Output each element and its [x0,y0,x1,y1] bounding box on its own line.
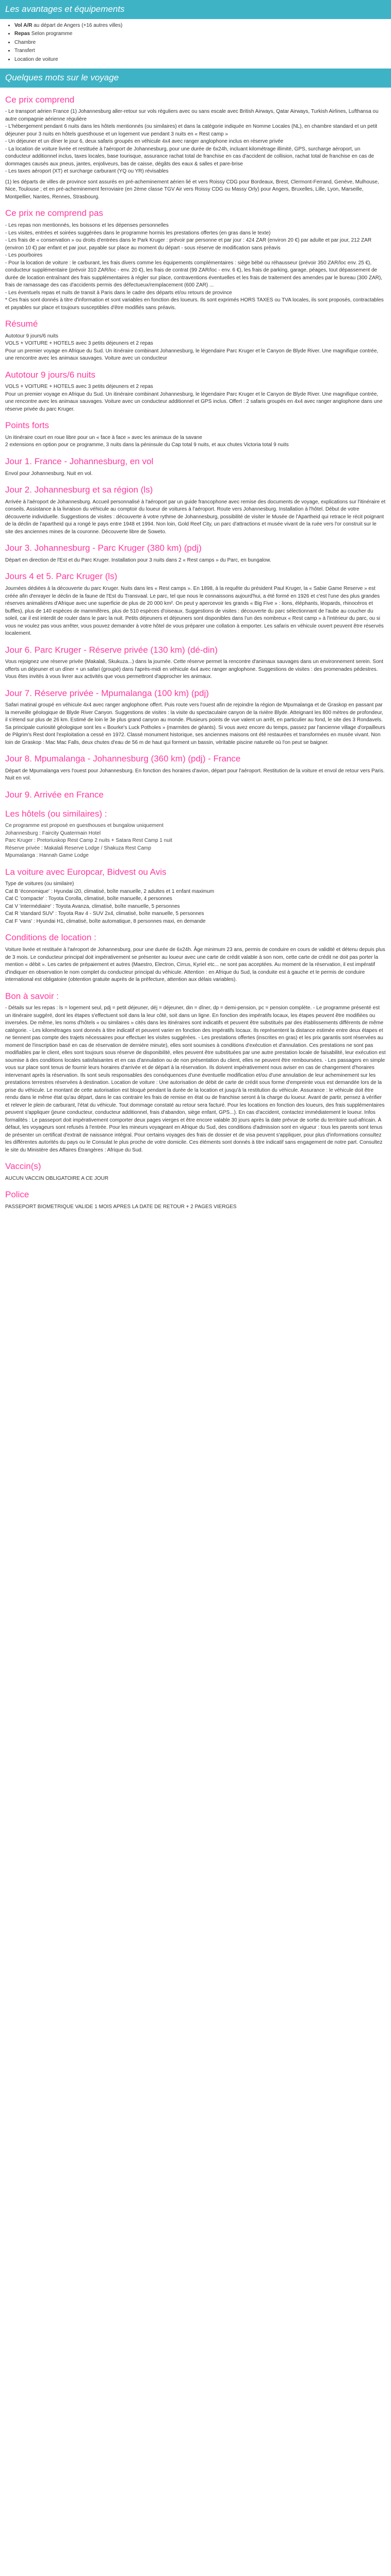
day-text: Journées dédiées à la découverte du parc Kruger. Nuits dans les « Rest camps ». En 1898, à la requête du président Paul Kruger, la « Sabie Game Reserve » est créée afin d'enrayer le déclin de la faune de l'Est du Transvaal. Le parc, tel que nous le connaissons aujourd'hui, a été formé en 1926 et c'est l'une des plus grandes réserves animalières d'Afrique avec une superficie de plus de 20 000 km². On peut y apercevoir les grands « Big Five » : lions, éléphants, léopards, rhinocéros et buffles), plus de 140 espèces de mammifères, plus de 510 espèces d'oiseaux. Suggestions de visites : découverte du parc sélectionnant de l'aube au coucher du soleil, car il est interdit de rouler dans le parc la nuit. Petits déjeuners et déjeuners sont disponibles dans l'un des nombreux « Rest camp » à l'intérieur du parc, ou si vous ne voulez pas vous arrêter, vous pouvez demander à votre hôtel de vous préparer une collation à emporter. Les safaris en véhicule ouvert peuvent être réservés localement. [5,586,384,637]
paragraph: VOLS + VOITURE + HOTELS avec 3 petits déjeuners et 2 repas [5,384,153,390]
vaccins-text: AUCUN VACCIN OBLIGATOIRE A CE JOUR [5,1175,109,1181]
day-title: Jour 7. Réserve privée - Mpumalanga (100 km) (pdj) [5,688,209,698]
advantages-section [0,0,391,63]
paragraph: - Le transport aérien France (1) Johannesburg aller-retour sur vols réguliers avec ou sans escale avec British Airways, Qatar Airways, Turkish Airlines, Lufthansa ou autre compagnie aérienne régulière [5,109,379,122]
day-text: Arrivée à l'aéroport de Johannesburg. Accueil personnalisé à l'aéroport par un guide francophone avec remise des documents de voyage, explications sur l'itinéraire et conseils. Assistance à la livraison du véhicule au comptoir du loueur de voitures à l'aéroport. Route vers Johannesburg. Installation à l'hôtel. Début de votre découverte individuelle. Suggestions de visites : découverte à votre rythme de Johannesburg, possibilité de visiter le Musée de l'Apartheid qui retrace le récit poignant de la déclin de l'apartheid qui a rongé le pays entre 1948 et 1994. Non loin, Gold Reef City, un parc d'attractions et musée vivant de la ruée vers l'or construit sur le site des anciennes mines de la couronne. Découverte libre de Soweto. [5,499,386,535]
paragraph: - Pour la location de voiture : le carburant, les frais divers comme les équipements complémentaires : siège bébé ou réhausseur (prévoir 350 ZAR/loc env. 25 €), conducteur supplémentaire (prévoir 310 ZAR/loc - env. 20 €), les frais de contrat (99 ZAR/loc - env. 6 €), les frais de parking, garage, péages, tout dépassement de durée de location entraînant des frais supplémentaires à régler sur place, contraventions éventuelles et les frais de traitement des amendes par le bureau (300 ZAR), frais de ramassage des cas d'accidents permis des défectueux/remplacement (600 ZAR) ... [5,260,382,289]
police-text: PASSEPORT BIOMETRIQUE VALIDE 1 MOIS APRES LA DATE DE RETOUR + 2 PAGES VIERGES [5,1204,237,1210]
day-title: Jour 9. Arrivée en France [5,789,104,800]
prix-comprend-title: Ce prix comprend [5,94,75,105]
advantage-item: • Vol A/R au départ de Angers (+16 autres villes) [14,22,391,30]
about-heading: Quelques mots sur le voyage [0,69,391,88]
day-title: Jour 6. Parc Kruger - Réserve privée (130 km) (dé-din) [5,645,218,655]
car-line: Cat C 'compacte' : Toyota Corolla, climatisé, boîte manuelle, 4 personnes [5,896,172,902]
paragraph: VOLS + VOITURE + HOTELS avec 3 petits déjeuners et 2 repas [5,341,153,347]
hotel-line: Ce programme est proposé en guesthouses et bungalow uniquement [5,823,164,829]
car-line: Cat R 'standard SUV' : Toyota Rav 4 - SUV 2x4, climatisé, boîte manuelle, 5 personnes [5,911,204,917]
paragraph: * Ces frais sont donnés à titre d'information et sont variables en fonction des loueurs. Ils sont exprimés HORS TAXES ou TVA locales, ils sont proposés, contractables et payables sur place et toujours susceptibles d'être modifiés sans préavis. [5,297,384,311]
day-text: Envol pour Johannesburg. Nuit en vol. [5,470,93,477]
hotels-title: Les hôtels (ou similaires) : [5,808,107,819]
day-text: Vous rejoignez une réserve privée (Makalali, Skukuza...) dans la journée. Cette réserve permet la rencontre d'animaux sauvages dans un environnement serein. Sont offerts un déjeuner et un dîner + un safari (groupé) dans l'après-midi en véhicule 4x4 avec ranger anglophone. Suggestions de visites : des promenades pédestres. Vous êtes invités à vous livrer aux activités que vous permettront d'approcher les animaux. [5,659,383,680]
paragraph: - L'hébergement pendant 6 nuits dans les hôtels mentionnés (ou similaires) et dans la catégorie indiquée en Nomme Locales (NL), en chambre standard et un petit déjeuner pour 3 nuits en hôtels guesthouse et un logement vue pendant 3 nuits en « Rest camp » [5,124,378,137]
day-title: Jours 4 et 5. Parc Kruger (ls) [5,571,118,582]
car-line: Cat F 'vans' : Hyundai H1, climatisé, boîte automatique, 8 personnes maxi, en demande [5,918,206,924]
bon-savoir-title: Bon à savoir : [5,991,59,1001]
hotel-line: Johannesburg : Faircity Quatermain Hotel [5,830,101,836]
paragraph: - La location de voiture livrée et restituée à l'aéroport de Johannesburg, pour une durée de 6x24h, incluant kilométrage illimité, GPS, surcharge aéroport, un conducteur additionnel inclus, taxes locales, base tourisque, assurance rachat total de franchise en cas d'accident de collision, rachat total de franchise en cas de dommages causés aux pneus, jantes, enjoliveurs, bas de caisse, dégâts des eaux & salles et pare-brise [5,146,374,167]
day-title: Jour 8. Mpumalanga - Johannesburg (360 km) (pdj) - France [5,754,241,764]
trip-description [0,94,391,1211]
police-title: Police [5,1190,29,1200]
advantage-item: • Repas Selon programme [14,30,391,38]
conditions-text: Voiture livrée et restituée à l'aéroport de Johannesburg, pour une durée de 6x24h. Âge minimum 23 ans, permis de conduire en cours de validité et détenu depuis plus de 3 mois. Le conducteur principal doit impérativement se présenter au loueur avec une carte de crédit valable à son nom, cette carte de crédit ne doit pas porter la mention « débit ». Les cartes de prépaiement et autres (Maestro, Electron, Cirrus, Kyriel etc... ne sont pas acceptées. Au moment de la réservation, il est impératif d'indiquer en observation le nom complet du conducteur principal du véhicule. Attention : en Afrique du Sud, la conduite est à gauche et le permis de conduire international est obligatoire (obtention gratuite auprès de la préfecture, attention aux délais variables). [5,947,385,983]
advantage-item: • Transfert [14,47,391,55]
paragraph: - Un déjeuner et un dîner le jour 6, deux safaris groupés en véhicule 4x4 avec ranger anglophone inclus en réserve privée [5,139,284,145]
car-line: Cat B 'économique' : Hyundai i20, climatisé, boîte manuelle, 2 adultes et 1 enfant maximum [5,888,215,894]
paragraph: Un itinéraire court en roue libre pour un « face à face » avec les animaux de la savane [5,434,202,440]
hotel-line: Parc Kruger : Pretoriuskop Rest Camp 2 nuits + Satara Rest Camp 1 nuit [5,838,172,844]
paragraph: Autotour 9 jours/6 nuits [5,333,58,339]
points-forts-title: Points forts [5,420,50,431]
day-text: Départ de Mpumalanga vers l'ouest pour Johannesburg. En fonction des horaires d'avion, départ pour l'aéroport. Restitution de la voiture et envol de retour vers Paris. Nuit en vol. [5,768,385,782]
day-title: Jour 1. France - Johannesburg, en vol [5,456,154,466]
autotour-title: Autotour 9 jours/6 nuits [5,369,95,380]
paragraph: - Les frais de « conservation » ou droits d'entrées dans le Park Kruger : prévoir par personne et par jour : 424 ZAR (environ 20 €) par adulte et par jour, 212 ZAR (environ 10 €) par enfant et par jour, payable sur place au moment du départ - sous réserve de modification sans préavis [5,238,372,251]
advantages-list [0,22,391,64]
paragraph: - Les pourboires [5,252,43,259]
prix-ne-comprend-title: Ce prix ne comprend pas [5,208,103,218]
day-title: Jour 2. Johannesburg et sa région (ls) [5,485,153,495]
paragraph: - Les éventuels repas et nuits de transit à Paris dans le cadre des départs et/ou retours de province [5,290,232,296]
day-text: Safari matinal groupé en véhicule 4x4 avec ranger anglophone offert. Puis route vers l'ouest afin de rejoindre la région de Mpumalanga et de Graskop en passant par la merveille géologique de Blyde River Canyon. Suggestions de visites : la visite du spectaculaire canyon de la rivière Blyde. Atteignant les 800 mètres de profondeur, il s'étend sur plus de 26 km. Estimé de loin le 3e plus grand canyon au monde. Plusieurs points de vue valent un arrêt, en particulier au fond, le site des 3 Rondavels. Sa principale curiosité géologique sont les « Bourke's Luck Potholes » (marmites de géants). Si vous avez encore du temps, passez par l'ancienne village d'orpailleurs de Pilgrim's Rest dont l'exploitation a cessé en 1972. Classé monument historique, ses anciennes maisons ont été restaurées et transformées en musée vivant. Non loin de Graskop : Mac Mac Falls, deux chutes d'eau de 56 m de haut qui forment un bassin, véritable piscine naturelle où l'on peut se baigner. [5,702,385,745]
advantages-heading: Les avantages et équipements [0,0,391,19]
car-line: Cat V 'intermédiaire' : Toyota Avanza, climatisé, boîte manuelle, 5 personnes [5,903,180,909]
conditions-title: Conditions de location : [5,933,96,943]
hotel-line: Réserve privée : Makalali Reserve Lodge / Shakuza Rest Camp [5,845,151,851]
paragraph: - Les visites, entrées et soirées suggérées dans le programme hormis les prestations offertes (en gras dans le texte) [5,230,271,236]
voiture-title: La voiture avec Europcar, Bidvest ou Avis [5,867,167,877]
paragraph: - Les taxes aéroport (XT) et surcharge carburant (YQ ou YR) révisables [5,168,169,175]
resume-title: Résumé [5,319,38,329]
advantage-item: • Location de voiture [14,56,391,64]
day-text: Départ en direction de l'Est et du Parc Kruger. Installation pour 3 nuits dans 2 « Rest camps » du Parc, en bungalow. [5,557,271,563]
advantage-item: • Chambre [14,39,391,47]
paragraph: - Les repas non mentionnés, les boissons et les dépenses personnelles [5,223,169,229]
paragraph: (1) les départs de villes de province sont assurés en pré-acheminement aérien lié et vers Roissy CDG pour Bordeaux, Brest, Clermont-Ferrand, Genève, Mulhouse, Nice, Toulouse ; et en pré-acheminement ferroviaire (en 2ème classe TGV Air vers Roissy CDG ou Massy Orly) pour Angers, Bruxelles, Lille, Lyon, Marseille, Montpellier, Nantes, Rennes, Strasbourg. [5,179,379,200]
paragraph: 2 extensions en option pour ce programme, 3 nuits dans la péninsule du Cap total 9 nuits, et aux chutes Victoria total 9 nuits [5,442,289,448]
day-title: Jour 3. Johannesburg - Parc Kruger (380 km) (pdj) [5,543,202,553]
car-line: Type de voitures (ou similaire) [5,881,74,887]
vaccins-title: Vaccin(s) [5,1161,41,1172]
paragraph: Pour un premier voyage en Afrique du Sud. Un itinéraire combinant Johannesburg, le légendaire Parc Kruger et le Canyon de Blyde River. Une magnifique contrée, une rencontre avec les animaux sauvages. Voiture avec un conducteur additionnel et GPS inclus. Offert : 2 safaris groupés en 4x4 avec ranger anglophone dans une réserve privée du parc Kruger. [5,391,383,412]
hotel-line: Mpumalanga : Hannah Game Lodge [5,853,89,859]
paragraph: Pour un premier voyage en Afrique du Sud. Un itinéraire combinant Johannesburg, le légendaire Parc Kruger et le Canyon de Blyde River. Une magnifique contrée, une rencontre avec les animaux sauvages. Voiture avec un conducteur [5,348,379,362]
bon-savoir-text: - Détails sur les repas : ls = logement seul, pdj = petit déjeuner, déj = déjeuner, din = dîner, dp = demi-pension, pc = pension complète. - Le programme présenté est un itinéraire suggéré, dont les étapes s'effectuent soit dans la leur côté, soit dans un ligne. En fonction des impératifs locaux, les étapes peuvent être modifiées ou inversées. De même, les noms d'hôtels « ou similaires » cités dans les itinéraires sont indicatifs et peuvent être substitués par des établissements différents de même catégorie. - Les kilométrages sont donnés à titre indicatif et peuvent varier en fonction des impératifs locaux. Ils représentent la distance estimée entre deux étapes et ne tiennent pas compte des trajets nécessaires pour effectuer les visites suggérées. - Les prestations offertes (inscrites en gras) et les prix garantis sont réservées au moment de l'inscription basé en cas de réservation de dernière minute), elles sont soumises à conditions d'exécution et d'annulation. Ces prestations ne sont pas modifiables par le client, elles sont toujours sous réserve de disponibilité, elles peuvent être substituées par une autre prestation locale de faisabilité, leur exécution est soumise à des conditions locales satisfaisantes et en cas d'annulation ou de non présentation du client, elles ne peuvent être remboursées. - Les passagers en simple vous sur place sont tenus de fournir leurs horaires d'arrivée et de départ à la réservation. Ils doivent impérativement nous aviser en cas de changement d'horaires intervenant après la réservation. Ils sont seuls responsables des conséquences d'une éventuelle modification et/ou d'une annulation de leur acheminement sur les prestations terrestres réservées à destination. Location de voiture : Une autorisation de débit de carte de crédit sous forme d'empreinte vous est demandée lors de la prise du véhicule. Le montant de cette autorisation est bloqué pendant la durée de la location et jusqu'à la restitution du véhicule. Assurance : le véhicule doit être rendu dans le même état qu'au départ, dans le cas contraire les frais de remise en état ou de franchise seront à la charge du loueur. Avant de partir, pensez à vérifier et relever le plein de carburant, l'état du véhicule. Tout dommage constaté au retour sera facturé. Pour les locations en fonction des loueurs, des frais supplémentaires peuvent s'appliquer (jeune conducteur, conducteur additionnel, frais d'abandon, siège enfant, GPS...). En cas d'accident, contactez immédiatement le loueur. Infos formalités : Le passeport doit impérativement comporter deux pages vierges et être encore valable 30 jours après la date prévue de sortie du territoire sud-africain. À défaut, les voyageurs sont refusés à l'entrée. Pour les mineurs voyageant en Afrique du Sud, des conditions d'admission sont en vigueur : tous les parents sont tenus de présenter un certificat d'extrait de naissance intégral. Pour certains voyages des frais de dossier et de visa peuvent s'appliquer, pour plus d'informations consultez les différentes autorités du pays ou le Consulat le plus proche de votre domicile. Ces éléments sont donnés à titre indicatif sans engagement de notre part. Consultez le site du Ministère des Affaires Étrangères : Afrique du Sud. [5,1005,386,1153]
